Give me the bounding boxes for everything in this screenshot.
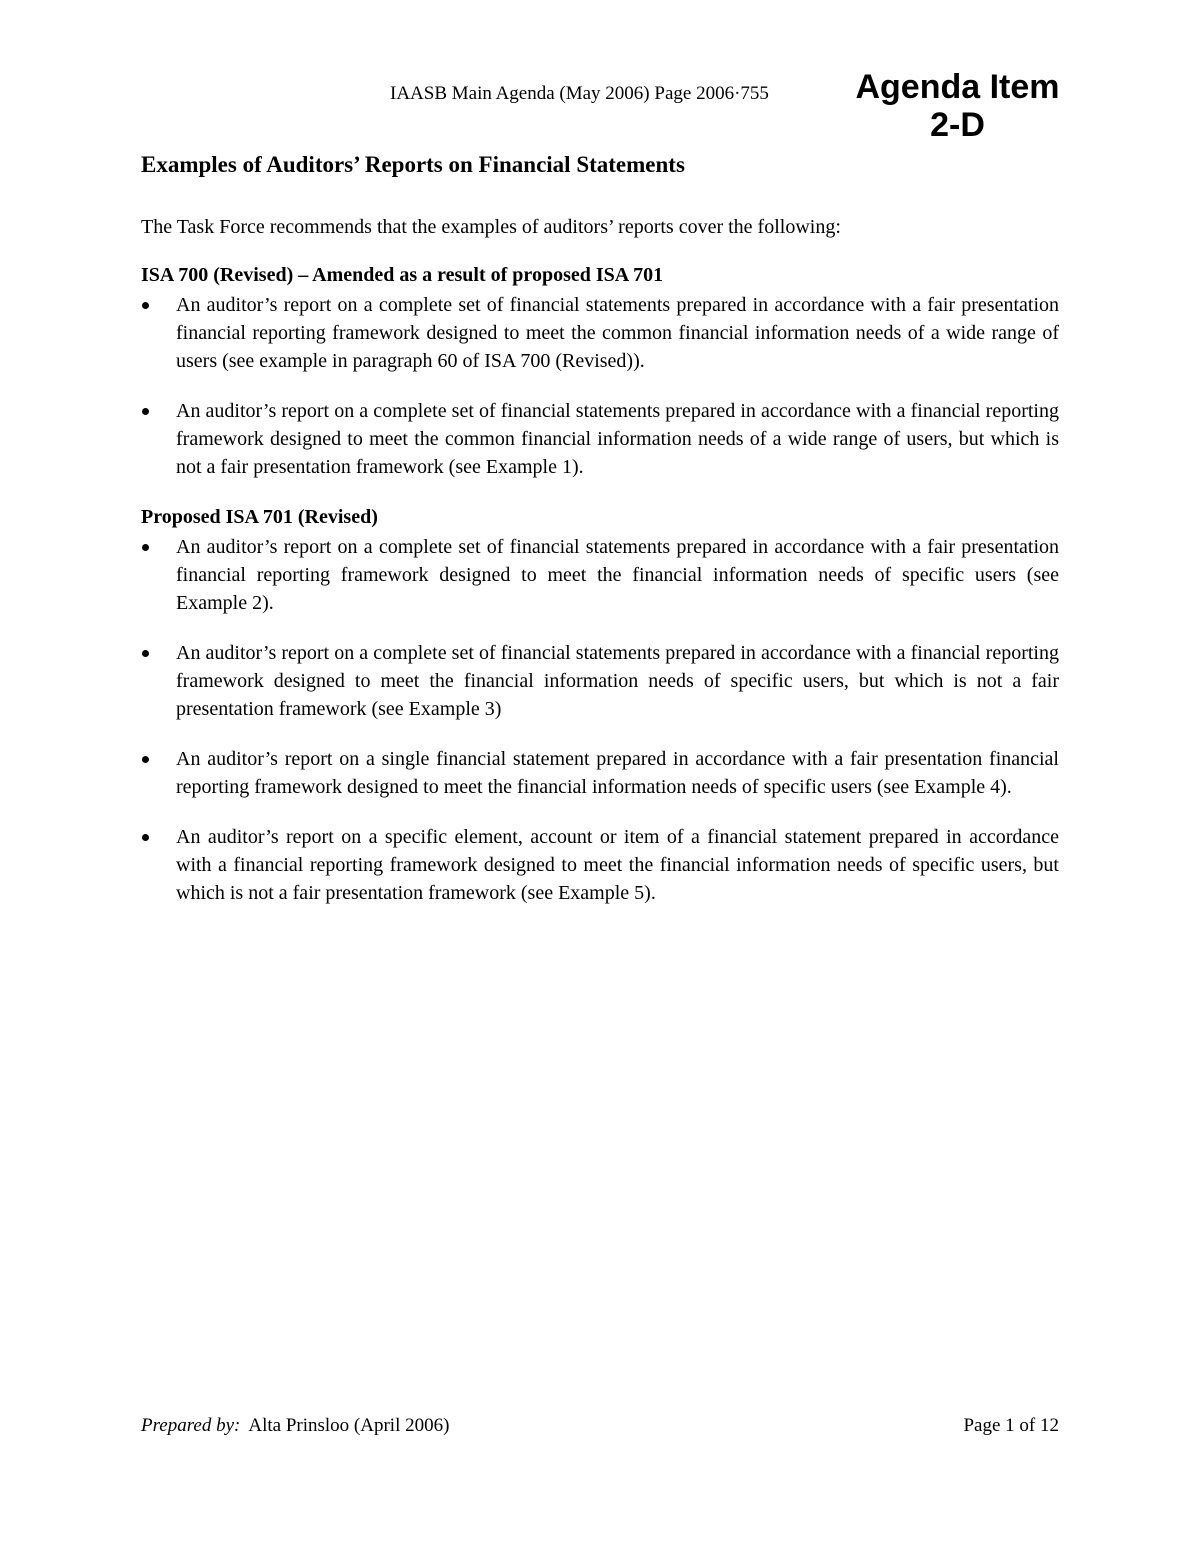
list-item <box>141 823 1059 907</box>
header-reference: IAASB Main Agenda (May 2006) Page 2006·755 <box>390 83 769 104</box>
agenda-item-line-2: 2-D <box>930 106 985 144</box>
section-isa-701 <box>141 503 1059 907</box>
prepared-by <box>141 1413 449 1439</box>
list-item <box>141 639 1059 723</box>
list-item-text: An auditor’s report on a single financial statement prepared in accordance with a fair presentation financial reporting framework designed to meet the financial information needs of specific users (see Example 4). <box>176 748 1059 798</box>
bullet-icon <box>142 650 149 657</box>
section-heading: ISA 700 (Revised) – Amended as a result of proposed ISA 701 <box>141 264 664 286</box>
list-item-text: An auditor’s report on a specific element, account or item of a financial statement prepared in accordance with a financial reporting framework designed to meet the financial information needs of specific users, but which is not a fair presentation framework (see Example 5). <box>176 826 1059 904</box>
document-title: Examples of Auditors’ Reports on Financial Statements <box>141 152 685 177</box>
list-item-text: An auditor’s report on a complete set of financial statements prepared in accordance with a fair presentation financial reporting framework designed to meet the financial information needs of specific users (see Example 2). <box>176 536 1059 614</box>
list-item-text: An auditor’s report on a complete set of financial statements prepared in accordance with a fair presentation financial reporting framework designed to meet the common financial information needs of a wide range of users (see example in paragraph 60 of ISA 700 (Revised)). <box>176 294 1059 372</box>
agenda-item-line-1: Agenda Item <box>855 68 1060 106</box>
bullet-icon <box>142 408 149 415</box>
section-isa-700 <box>141 261 1059 481</box>
prepared-by-label: Prepared by: <box>141 1415 241 1436</box>
list-item <box>141 745 1059 801</box>
section-heading: Proposed ISA 701 (Revised) <box>141 506 378 528</box>
list-item <box>141 533 1059 617</box>
document-body <box>141 213 1059 929</box>
list-item-text: An auditor’s report on a complete set of financial statements prepared in accordance with a financial reporting framework designed to meet the financial information needs of specific users, but which is not a fair presentation framework (see Example 3) <box>176 642 1059 720</box>
prepared-by-value: Alta Prinsloo (April 2006) <box>248 1415 450 1436</box>
bullet-list <box>141 533 1059 907</box>
intro-paragraph: The Task Force recommends that the examples of auditors’ reports cover the following: <box>141 216 841 238</box>
bullet-list <box>141 291 1059 481</box>
bullet-icon <box>142 834 149 841</box>
bullet-icon <box>142 302 149 309</box>
list-item <box>141 397 1059 481</box>
list-item-text: An auditor’s report on a complete set of financial statements prepared in accordance with a financial reporting framework designed to meet the common financial information needs of a wide range of users, but which is not a fair presentation framework (see Example 1). <box>176 400 1059 478</box>
bullet-icon <box>142 756 149 763</box>
agenda-item-label <box>835 68 1080 144</box>
list-item <box>141 291 1059 375</box>
page-number: Page 1 of 12 <box>963 1415 1059 1436</box>
bullet-icon <box>142 544 149 551</box>
